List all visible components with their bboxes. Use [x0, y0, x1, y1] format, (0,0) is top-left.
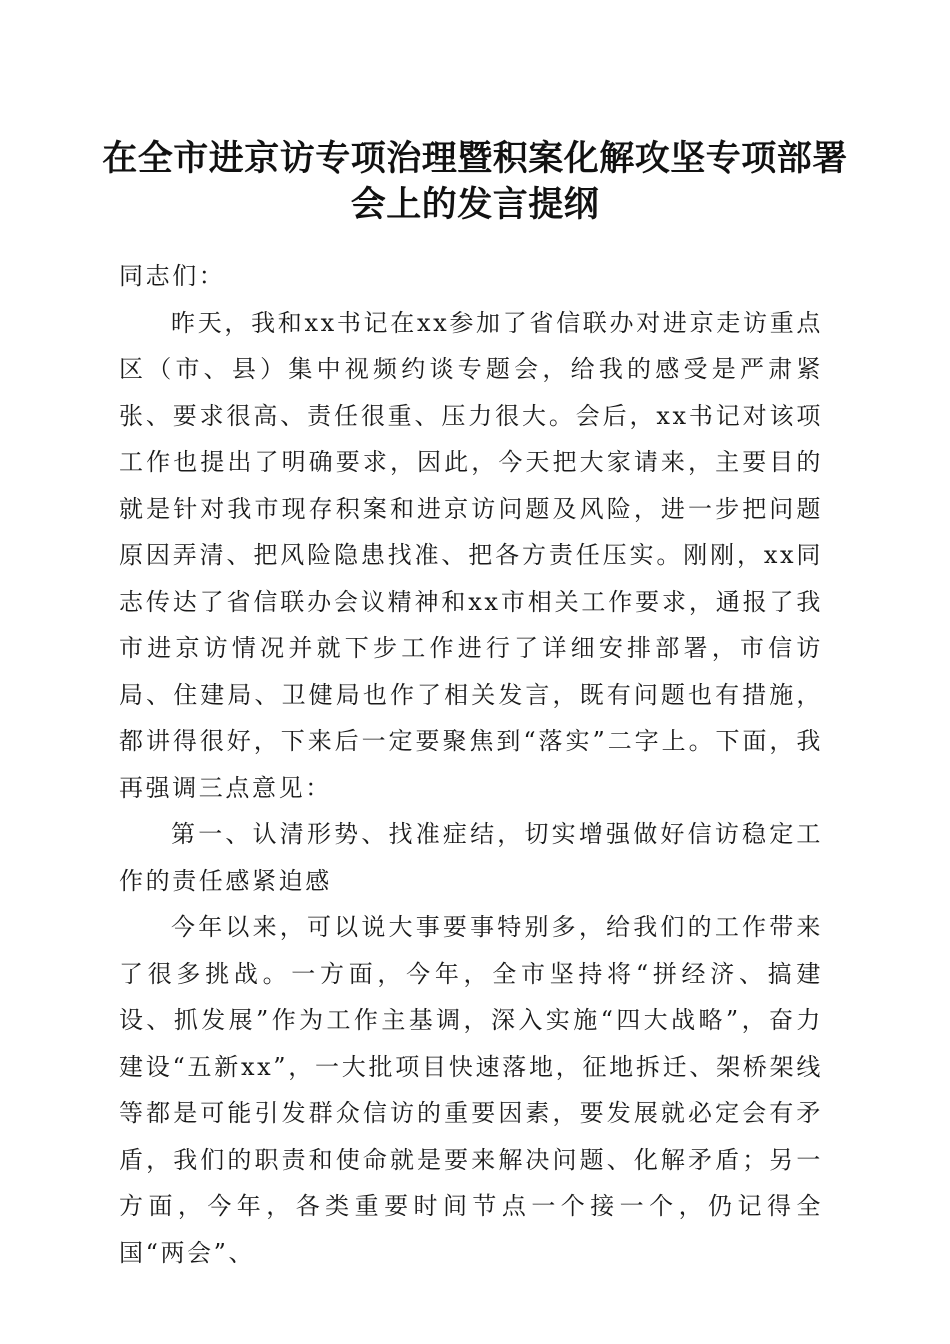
opening-paragraph: 昨天，我和xx书记在xx参加了省信联办对进京走访重点区（市、县）集中视频约谈专题会，给我的感受是严肃紧张、要求很高、责任很重、压力很大。会后，xx书记对该项工作也提出了明确要求，因此，今天把大家请来，主要目的就是针对我市现存积案和进京访问题及风险，进一步把问题原因弄清、把风险隐患找准、把各方责任压实。刚刚，xx同志传达了省信联办会议精神和xx市相关工作要求，通报了我市进京访情况并就下步工作进行了详细安排部署，市信访局、住建局、卫健局也作了相关发言，既有问题也有措施，都讲得很好，下来后一定要聚焦到“落实”二字上。下面，我再强调三点意见：	[119, 308, 823, 802]
section-heading-first: 第一、认清形势、找准症结，切实增强做好信访稳定工作的责任感紧迫感	[119, 820, 823, 895]
document-title: 在全市进京访专项治理暨积案化解攻坚专项部署会上的发言提纲	[102, 138, 848, 225]
section-paragraph: 今年以来，可以说大事要事特别多，给我们的工作带来了很多挑战。一方面，今年，全市坚持将“拼经济、搞建设、抓发展”作为工作主基调，深入实施“四大战略”，奋力建设“五新xx”，一大批项目快速落地，征地拆迁、架桥架线等都是可能引发群众信访的重要因素，要发展就必定会有矛盾，我们的职责和使命就是要来解决问题、化解矛盾；另一方面，今年，各类重要时间节点一个接一个，仍记得全国“两会”、	[119, 913, 823, 1267]
document-body	[119, 253, 823, 1276]
salutation: 同志们：	[119, 262, 226, 290]
